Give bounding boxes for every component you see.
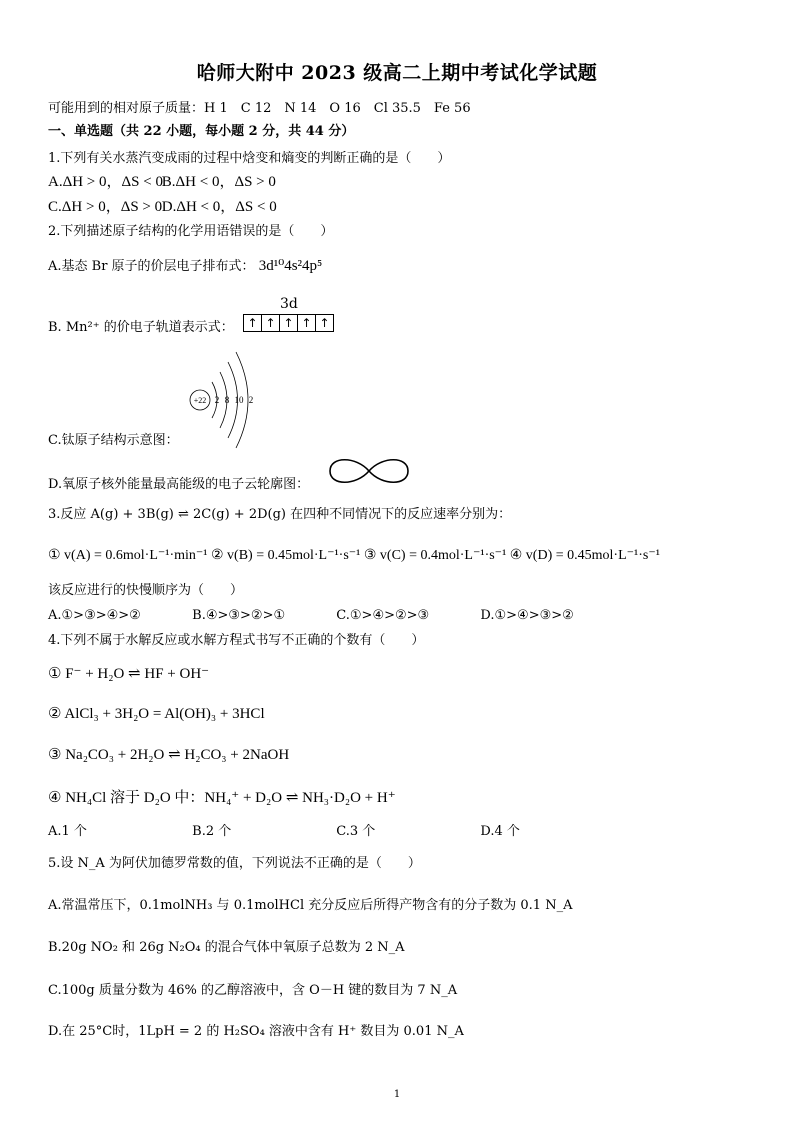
p-orbital-cloud-icon xyxy=(326,454,412,488)
orbital-diagram xyxy=(243,314,334,332)
q5-option-c: C.100g 质量分数为 46% 的乙醇溶液中，含 O－H 键的数目为 7 N_A xyxy=(48,983,458,998)
orbital-label: 3d xyxy=(280,296,298,312)
q2-stem: 2.下列描述原子结构的化学用语错误的是（ ） xyxy=(48,224,334,239)
q3-option-a: A.①>③>④>② xyxy=(48,608,141,623)
q3-option-b: B.④>③>②>① xyxy=(192,608,286,623)
q4-options xyxy=(48,824,520,840)
shell-electrons: 2 xyxy=(248,395,254,405)
q4-equation-3: ③ Na₂CO₃ + 2H₂O ⇌ H₂CO₃ + 2NaOH xyxy=(48,747,290,763)
q3-stem: 3.反应 A(g) + 3B(g) ⇌ 2C(g) + 2D(g) 在四种不同情况下的反应速率分别为： xyxy=(48,507,512,522)
q4-equation-4: ④ NH₄Cl 溶于 D₂O 中：NH₄⁺ + D₂O ⇌ NH₃·D₂O + H⁺ xyxy=(48,790,396,806)
q4-option-b: B.2 个 xyxy=(192,824,232,839)
q2-option-a-text: A.基态 Br 原子的价层电子排布式： xyxy=(48,259,255,274)
q1-options-row2 xyxy=(48,199,277,215)
q2-option-c: C.钛原子结构示意图： xyxy=(48,433,179,448)
atomic-masses: 可能用到的相对原子质量：H 1 C 12 N 14 O 16 Cl 35.5 Fe 56 xyxy=(48,101,471,116)
q2-option-a-formula: 3d¹⁰4s²4p⁵ xyxy=(258,258,323,274)
orbital-box: ↑ xyxy=(244,315,262,331)
orbital-box: ↑ xyxy=(280,315,298,331)
shell-electrons: 2 xyxy=(214,395,220,405)
q3-option-c: C.①>④>②>③ xyxy=(336,608,430,623)
q1-stem: 1.下列有关水蒸汽变成雨的过程中焓变和熵变的判断正确的是（ ） xyxy=(48,151,451,166)
q5-option-b: B.20g NO₂ 和 26g N₂O₄ 的混合气体中氧原子总数为 2 N_A xyxy=(48,940,405,955)
page-title: 哈师大附中 2023 级高二上期中考试化学试题 xyxy=(196,62,598,84)
q1-option-b: B.ΔH < 0，ΔS > 0 xyxy=(161,174,276,190)
q4-option-a: A.1 个 xyxy=(48,824,87,839)
lemniscate-path xyxy=(330,460,408,483)
orbital-box: ↑ xyxy=(262,315,280,331)
shell-electrons: 8 xyxy=(224,395,230,405)
page-number: 1 xyxy=(393,1089,401,1100)
q4-stem: 4.下列不属于水解反应或水解方程式书写不正确的个数有（ ） xyxy=(48,633,425,648)
nucleus-charge: +22 xyxy=(193,396,207,405)
shell-electrons: 10 xyxy=(234,395,244,405)
q3-ask: 该反应进行的快慢顺序为（ ） xyxy=(48,583,244,598)
q5-option-d: D.在 25°C时，1LpH = 2 的 H₂SO₄ 溶液中含有 H⁺ 数目为 0.01 N_A xyxy=(48,1024,464,1039)
q2-option-d: D.氧原子核外能量最高能级的电子云轮廓图： xyxy=(48,477,310,492)
q2-option-b: B. Mn²⁺ 的价电子轨道表示式： xyxy=(48,320,234,335)
q1-option-c: C.ΔH > 0，ΔS > 0 xyxy=(48,199,163,215)
orbital-box: ↑ xyxy=(298,315,316,331)
q3-option-d: D.①>④>③>② xyxy=(480,608,574,623)
q2-option-a xyxy=(48,258,322,275)
q4-option-d: D.4 个 xyxy=(480,824,520,839)
q4-equation-2: ② AlCl₃ + 3H₂O = Al(OH)₃ + 3HCl xyxy=(48,706,265,722)
q1-options-row1 xyxy=(48,174,276,190)
q4-option-c: C.3 个 xyxy=(336,824,376,839)
q4-equation-1: ① F⁻ + H₂O ⇌ HF + OH⁻ xyxy=(48,666,210,682)
q1-option-d: D.ΔH < 0，ΔS < 0 xyxy=(161,199,277,215)
q3-options xyxy=(48,608,574,624)
q1-option-a: A.ΔH > 0，ΔS < 0 xyxy=(48,174,163,190)
q5-stem: 5.设 N_A 为阿伏加德罗常数的值，下列说法不正确的是（ ） xyxy=(48,856,421,871)
orbital-box: ↑ xyxy=(319,316,330,330)
atom-structure-diagram xyxy=(186,350,276,450)
section-heading: 一、单选题（共 22 小题，每小题 2 分，共 44 分） xyxy=(48,124,355,139)
q3-rates: ① v(A) = 0.6mol·L⁻¹·min⁻¹ ② v(B) = 0.45mol·L⁻¹·s⁻¹ ③ v(C) = 0.4mol·L⁻¹·s⁻¹ ④ v(D) = 0.45mol·L⁻¹·s⁻¹ xyxy=(48,548,660,563)
q5-option-a: A.常温常压下，0.1molNH₃ 与 0.1molHCl 充分反应后所得产物含有的分子数为 0.1 N_A xyxy=(48,898,573,913)
